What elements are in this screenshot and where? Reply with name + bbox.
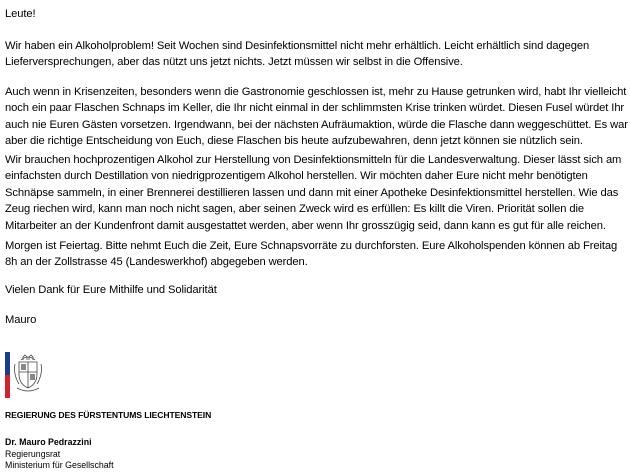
- liechtenstein-coat-of-arms-icon: [5, 352, 45, 398]
- paragraph-2: Auch wenn in Krisenzeiten, besonders wenn die Gastronomie geschlossen ist, mehr zu Hause getrunken wird, habt Ihr vielleicht noch ein paar Flaschen Schnaps im Keller, die Ihr nicht einmal in der schlimmsten Krise trinken würdet. Diesen Fusel würdet Ihr auch nie Euren Gästen vorsetzen. Irgendwann, bei der nächsten Aufräumaktion, würde die Flasche dann weggeschüttet. Es war aber die richtige Entscheidung von Euch, diese Flaschen bis heute aufzubewahren, denn jetzt können sie nützlich sein.: [5, 86, 628, 148]
- paragraph-1: Wir haben ein Alkoholproblem! Seit Wochen sind Desinfektionsmittel nicht mehr erhältlich. Leicht erhältlich sind dagegen Lieferversprechungen, aber das nützt uns jetzt nichts. Jetzt müssen wir selbst in die Offensive.: [5, 40, 590, 69]
- closing-name: Mauro: [5, 314, 37, 326]
- paragraph-4: Morgen ist Feiertag. Bitte nehmt Euch die Zeit, Eure Schnapsvorräte zu durchforsten. Eure Alkoholspenden können ab Freitag 8h an der Zollstrasse 45 (Landeswerkhof) abgegeben werden.: [5, 240, 618, 269]
- signature-block: [5, 409, 211, 472]
- paragraph-5: Vielen Dank für Eure Mithilfe und Solidarität: [5, 284, 217, 296]
- organization-name: REGIERUNG DES FÜRSTENTUMS LIECHTENSTEIN: [5, 410, 212, 420]
- greeting: Leute!: [5, 8, 36, 20]
- signer-title: Regierungsrat: [5, 448, 61, 459]
- signer-name: Dr. Mauro Pedrazzini: [5, 437, 92, 447]
- signer-department: Ministerium für Gesellschaft: [5, 460, 114, 470]
- paragraph-3: Wir brauchen hochprozentigen Alkohol zur Herstellung von Desinfektionsmitteln für die Landesverwaltung. Dieser lässt sich am einfachsten durch Destillation von niedrigprozentigem Alkohol herstellen. Wir möchten daher Eure nicht mehr benötigten Schnäpse sammeln, in einer Brennerei destillieren lassen und dann mit einer Apotheke Desinfektionsmittel herstellen. Wie das Zeug riechen wird, kann man noch nicht sagen, aber seinen Zweck wird es erfüllen: Es killt die Viren. Priorität sollen die Mitarbeiter an der Kundenfront damit ausgestattet werden, aber wenn Ihr grosszügig seid, dann kann es gut für alle reichen.: [5, 154, 622, 232]
